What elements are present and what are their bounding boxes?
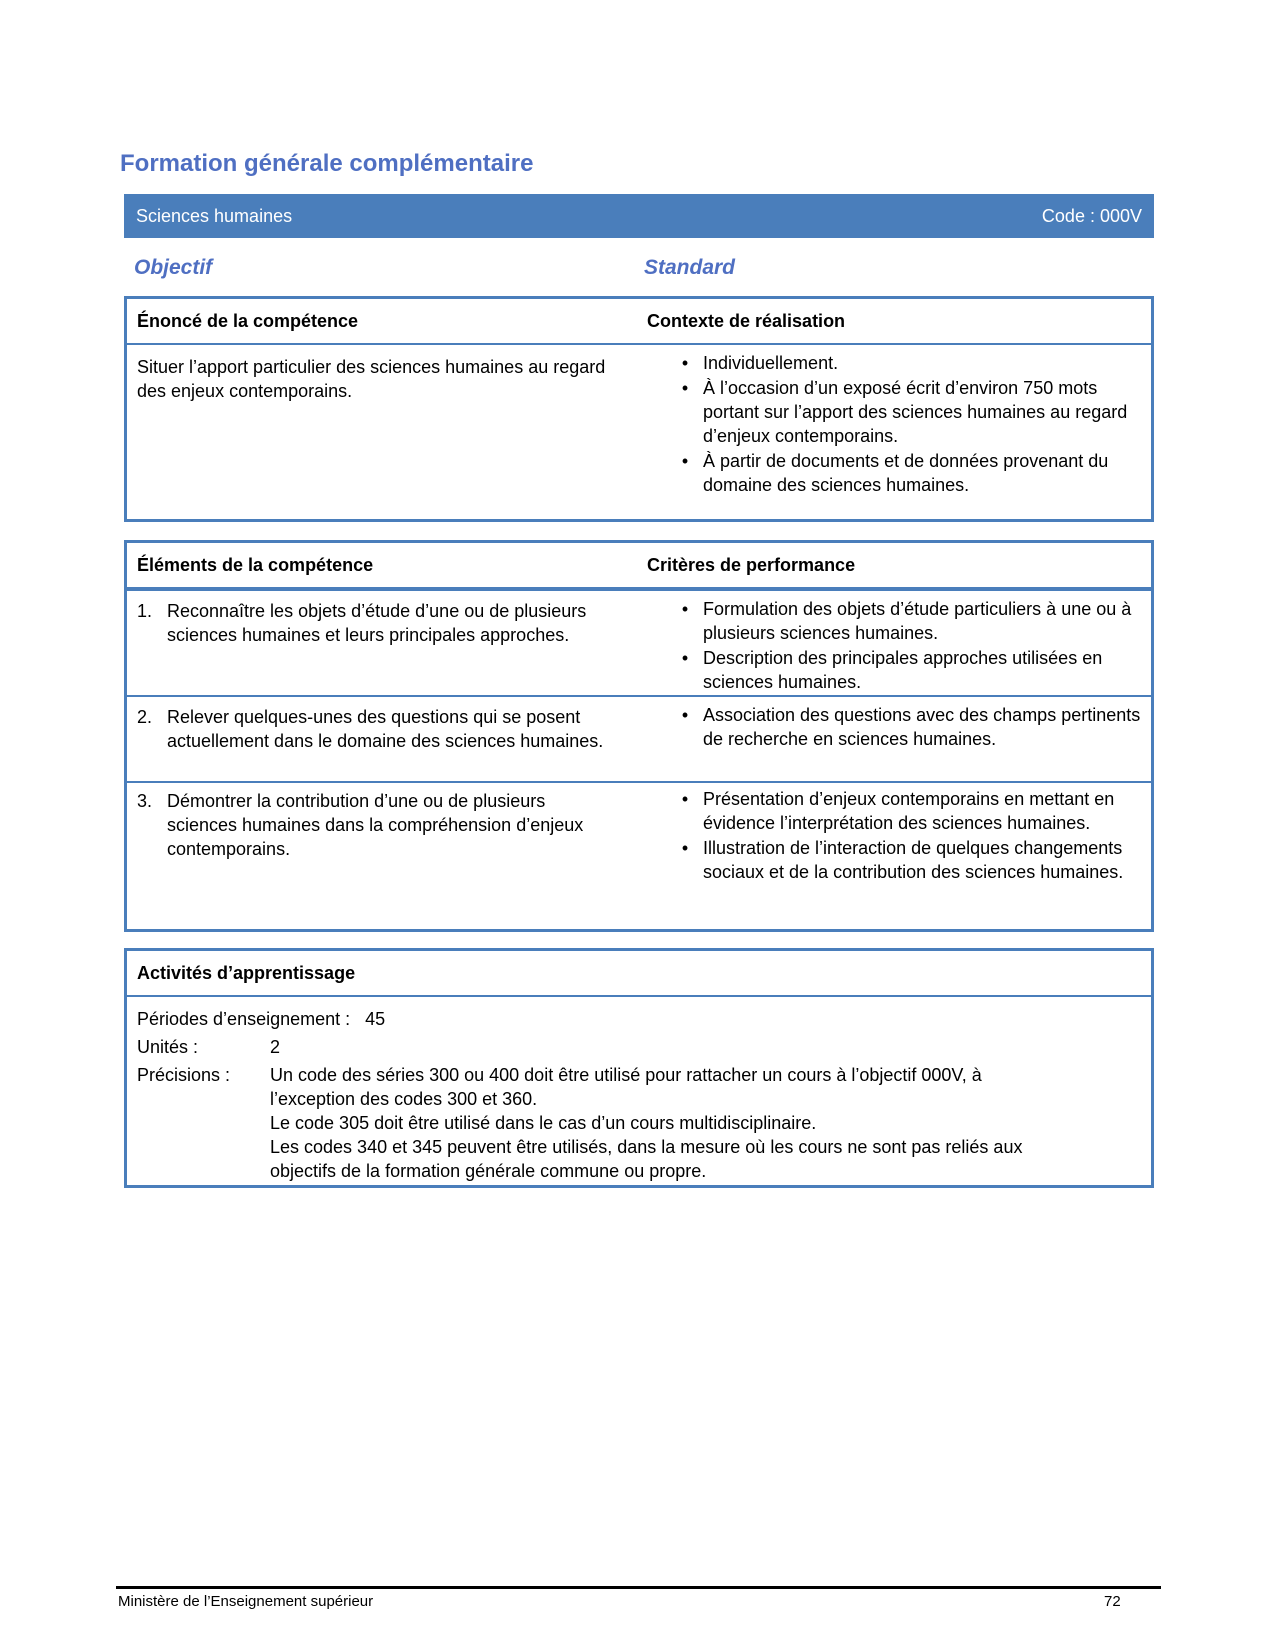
criterion-item: • Présentation d’enjeux contemporains en mettant en évidence l’interprétation des sciences humaines. bbox=[681, 789, 1115, 833]
unites-line bbox=[137, 1035, 280, 1059]
contexte-item: • À l’occasion d’un exposé écrit d’environ 750 mots portant sur l’apport des sciences humaines au regard d’enjeux contemporains. bbox=[681, 378, 1128, 446]
elements-table bbox=[124, 540, 1154, 932]
precisions-line: Les codes 340 et 345 peuvent être utilisés, dans la mesure où les cours ne sont pas reliés aux bbox=[270, 1137, 1023, 1157]
table-row bbox=[127, 695, 1151, 781]
elements-table-header bbox=[127, 543, 1151, 589]
precisions-line: objectifs de la formation générale commune ou propre. bbox=[270, 1161, 707, 1181]
periodes-label: Périodes d’enseignement : bbox=[137, 1009, 351, 1029]
activites-table bbox=[124, 948, 1154, 1188]
contexte-item: • À partir de documents et de données provenant du domaine des sciences humaines. bbox=[681, 451, 1109, 495]
enonce-header: Énoncé de la compétence bbox=[137, 311, 359, 331]
contexte-item: • Individuellement. bbox=[681, 353, 839, 373]
unites-label: Unités : bbox=[137, 1037, 199, 1057]
discipline-bar bbox=[124, 194, 1154, 238]
criterion-item: • Illustration de l’interaction de quelques changements sociaux et de la contribution des sciences humaines. bbox=[681, 838, 1124, 882]
table-row bbox=[127, 589, 1151, 695]
criterion-item: • Formulation des objets d’étude particuliers à une ou à plusieurs sciences humaines. bbox=[681, 599, 1132, 643]
precisions-label: Précisions : bbox=[137, 1065, 231, 1085]
criterion-item: • Association des questions avec des champs pertinents de recherche en sciences humaines. bbox=[681, 705, 1141, 749]
criterion-item: • Description des principales approches utilisées en sciences humaines. bbox=[681, 648, 1103, 692]
discipline-name: Sciences humaines bbox=[136, 205, 293, 226]
objectif-heading: Objectif bbox=[134, 256, 213, 279]
contexte-list bbox=[667, 351, 1147, 498]
competence-table bbox=[124, 296, 1154, 522]
periodes-line bbox=[137, 1007, 385, 1031]
precisions-line: l’exception des codes 300 et 360. bbox=[270, 1089, 538, 1109]
footer-rule bbox=[116, 1586, 1161, 1589]
contexte-header: Contexte de réalisation bbox=[647, 311, 846, 331]
page-number: 72 bbox=[1104, 1593, 1121, 1610]
precisions-line: Le code 305 doit être utilisé dans le cas d’un cours multidisciplinaire. bbox=[270, 1113, 817, 1133]
activites-table-header bbox=[127, 951, 1151, 997]
standard-heading: Standard bbox=[644, 256, 736, 279]
precisions-line: Un code des séries 300 ou 400 doit être utilisé pour rattacher un cours à l’objectif 000V, à bbox=[270, 1065, 982, 1085]
precisions-block bbox=[137, 1063, 1147, 1183]
elements-header: Éléments de la compétence bbox=[137, 555, 374, 575]
periodes-value: 45 bbox=[365, 1009, 386, 1029]
element-item: 1. Reconnaître les objets d’étude d’une ou de plusieurs sciences humaines et leurs principales approches. bbox=[137, 601, 587, 645]
footer-ministry: Ministère de l’Enseignement supérieur bbox=[118, 1593, 374, 1610]
page-title: Formation générale complémentaire bbox=[120, 150, 534, 177]
objective-code: Code : 000V bbox=[1041, 205, 1142, 226]
element-item: 2. Relever quelques-unes des questions qui se posent actuellement dans le domaine des sciences humaines. bbox=[137, 707, 604, 751]
table-row bbox=[127, 781, 1151, 933]
element-item: 3. Démontrer la contribution d’une ou de plusieurs sciences humaines dans la compréhension d’enjeux contemporains. bbox=[137, 791, 584, 859]
enonce-text: Situer l’apport particulier des sciences humaines au regard des enjeux contemporains. bbox=[137, 357, 606, 401]
unites-value: 2 bbox=[270, 1037, 281, 1057]
competence-table-header bbox=[127, 299, 1151, 345]
criteres-header: Critères de performance bbox=[647, 555, 856, 575]
activites-header: Activités d’apprentissage bbox=[137, 963, 356, 983]
